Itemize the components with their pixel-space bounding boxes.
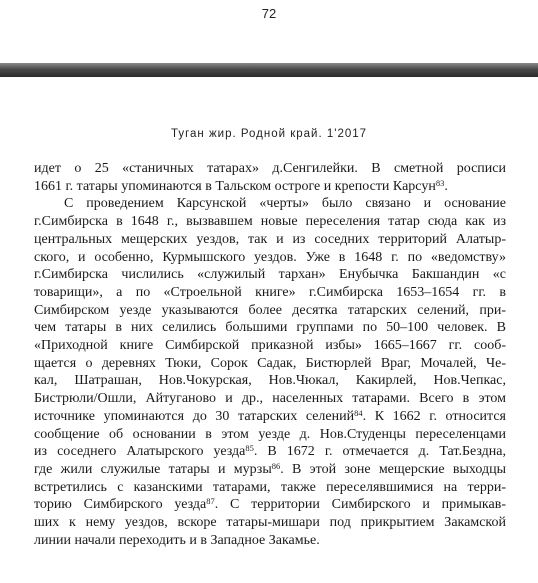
text-line: «Приходной книге Симбирской приказной избы» 1665–1667 гг. сооб- [34,338,506,354]
text-run: торию Симбирского уезда [34,497,207,513]
body-text [34,160,506,549]
text-run: . В 1672 г. отмечается д. Тат.Бездна, [253,444,506,460]
text-line: ших к нему уездов, вскоре татары-мишари под прикрытием Закамской [34,515,506,531]
text-run: . К 1662 г. относится [362,408,506,424]
text-line: центральных мещерских уездов, так и из соседних территорий Алатыр- [34,231,506,247]
text-line: щается о деревнях Тюки, Сорок Садак, Бистюрлей Враг, Мочалей, Че- [34,355,506,371]
text-line: г.Симбирска в 1648 г., вызвавшем новые переселения татар сюда как из [34,214,506,230]
text-line: встретились с казанскими татарами, также переселявшимися на терри- [34,479,506,495]
text-line [34,496,506,514]
running-head: Туган жир. Родной край. 1'2017 [170,128,368,140]
footnote-ref: 84 [354,407,363,418]
text-line: Симбирском уезде указываются более десятка татарских селений, при- [34,302,506,318]
text-line: кал, Шатрашан, Нов.Чокурская, Нов.Чюкал, Какирлей, Нов.Чепкас, [34,373,506,389]
text-line: линии начали переходить и в Западное Закамье. [34,532,320,548]
text-run: источнике упоминаются до 30 татарских селений [34,408,355,424]
page-number: 72 [261,6,277,21]
text-line [34,408,506,426]
text-line: сообщение об основании в этом уезде д. Нов.Студенцы переселенцами [34,426,506,442]
footnote-ref: 83 [435,177,445,188]
footnote-ref: 87 [206,496,215,507]
text-line: чем татары в них селились большими группами по 50–100 человек. В [34,320,506,336]
header-bar [0,63,538,77]
text-run: . В этой зоне мещерские выходцы [280,461,506,477]
text-line: товарищи», а по «Строельной книге» г.Симбирска 1653–1654 гг. в [34,284,506,300]
text-line: ского, и особенно, Курмышского уездов. Уже в 1648 г. по «ведомству» [34,249,506,265]
text-line [34,461,506,479]
footnote-ref: 85 [245,443,254,454]
text-run: . [444,178,448,194]
text-run: из соседнего Алатырского уезда [34,444,246,460]
text-line [34,178,506,196]
text-line: С проведением Карсунской «черты» было связано и основание [64,196,506,212]
text-run: где жили служилые татары и мурзы [34,461,272,477]
text-line [34,443,506,461]
text-run: 1661 г. татары упоминаются в Тальском остроге и крепости Карсун [34,178,436,194]
text-line: г.Симбирска числились «служилый тархан» Енубычка Бакшандин «с [34,267,506,283]
text-run: . С территории Симбирского и примыкав- [214,497,507,513]
footnote-ref: 86 [271,460,281,471]
text-line: идет о 25 «станичных татарах» д.Сенгилейки. В сметной росписи [34,161,506,176]
text-line: Бистрюли/Ошли, Айтуганово и др., населенных татарами. Всего в этом [34,391,506,407]
